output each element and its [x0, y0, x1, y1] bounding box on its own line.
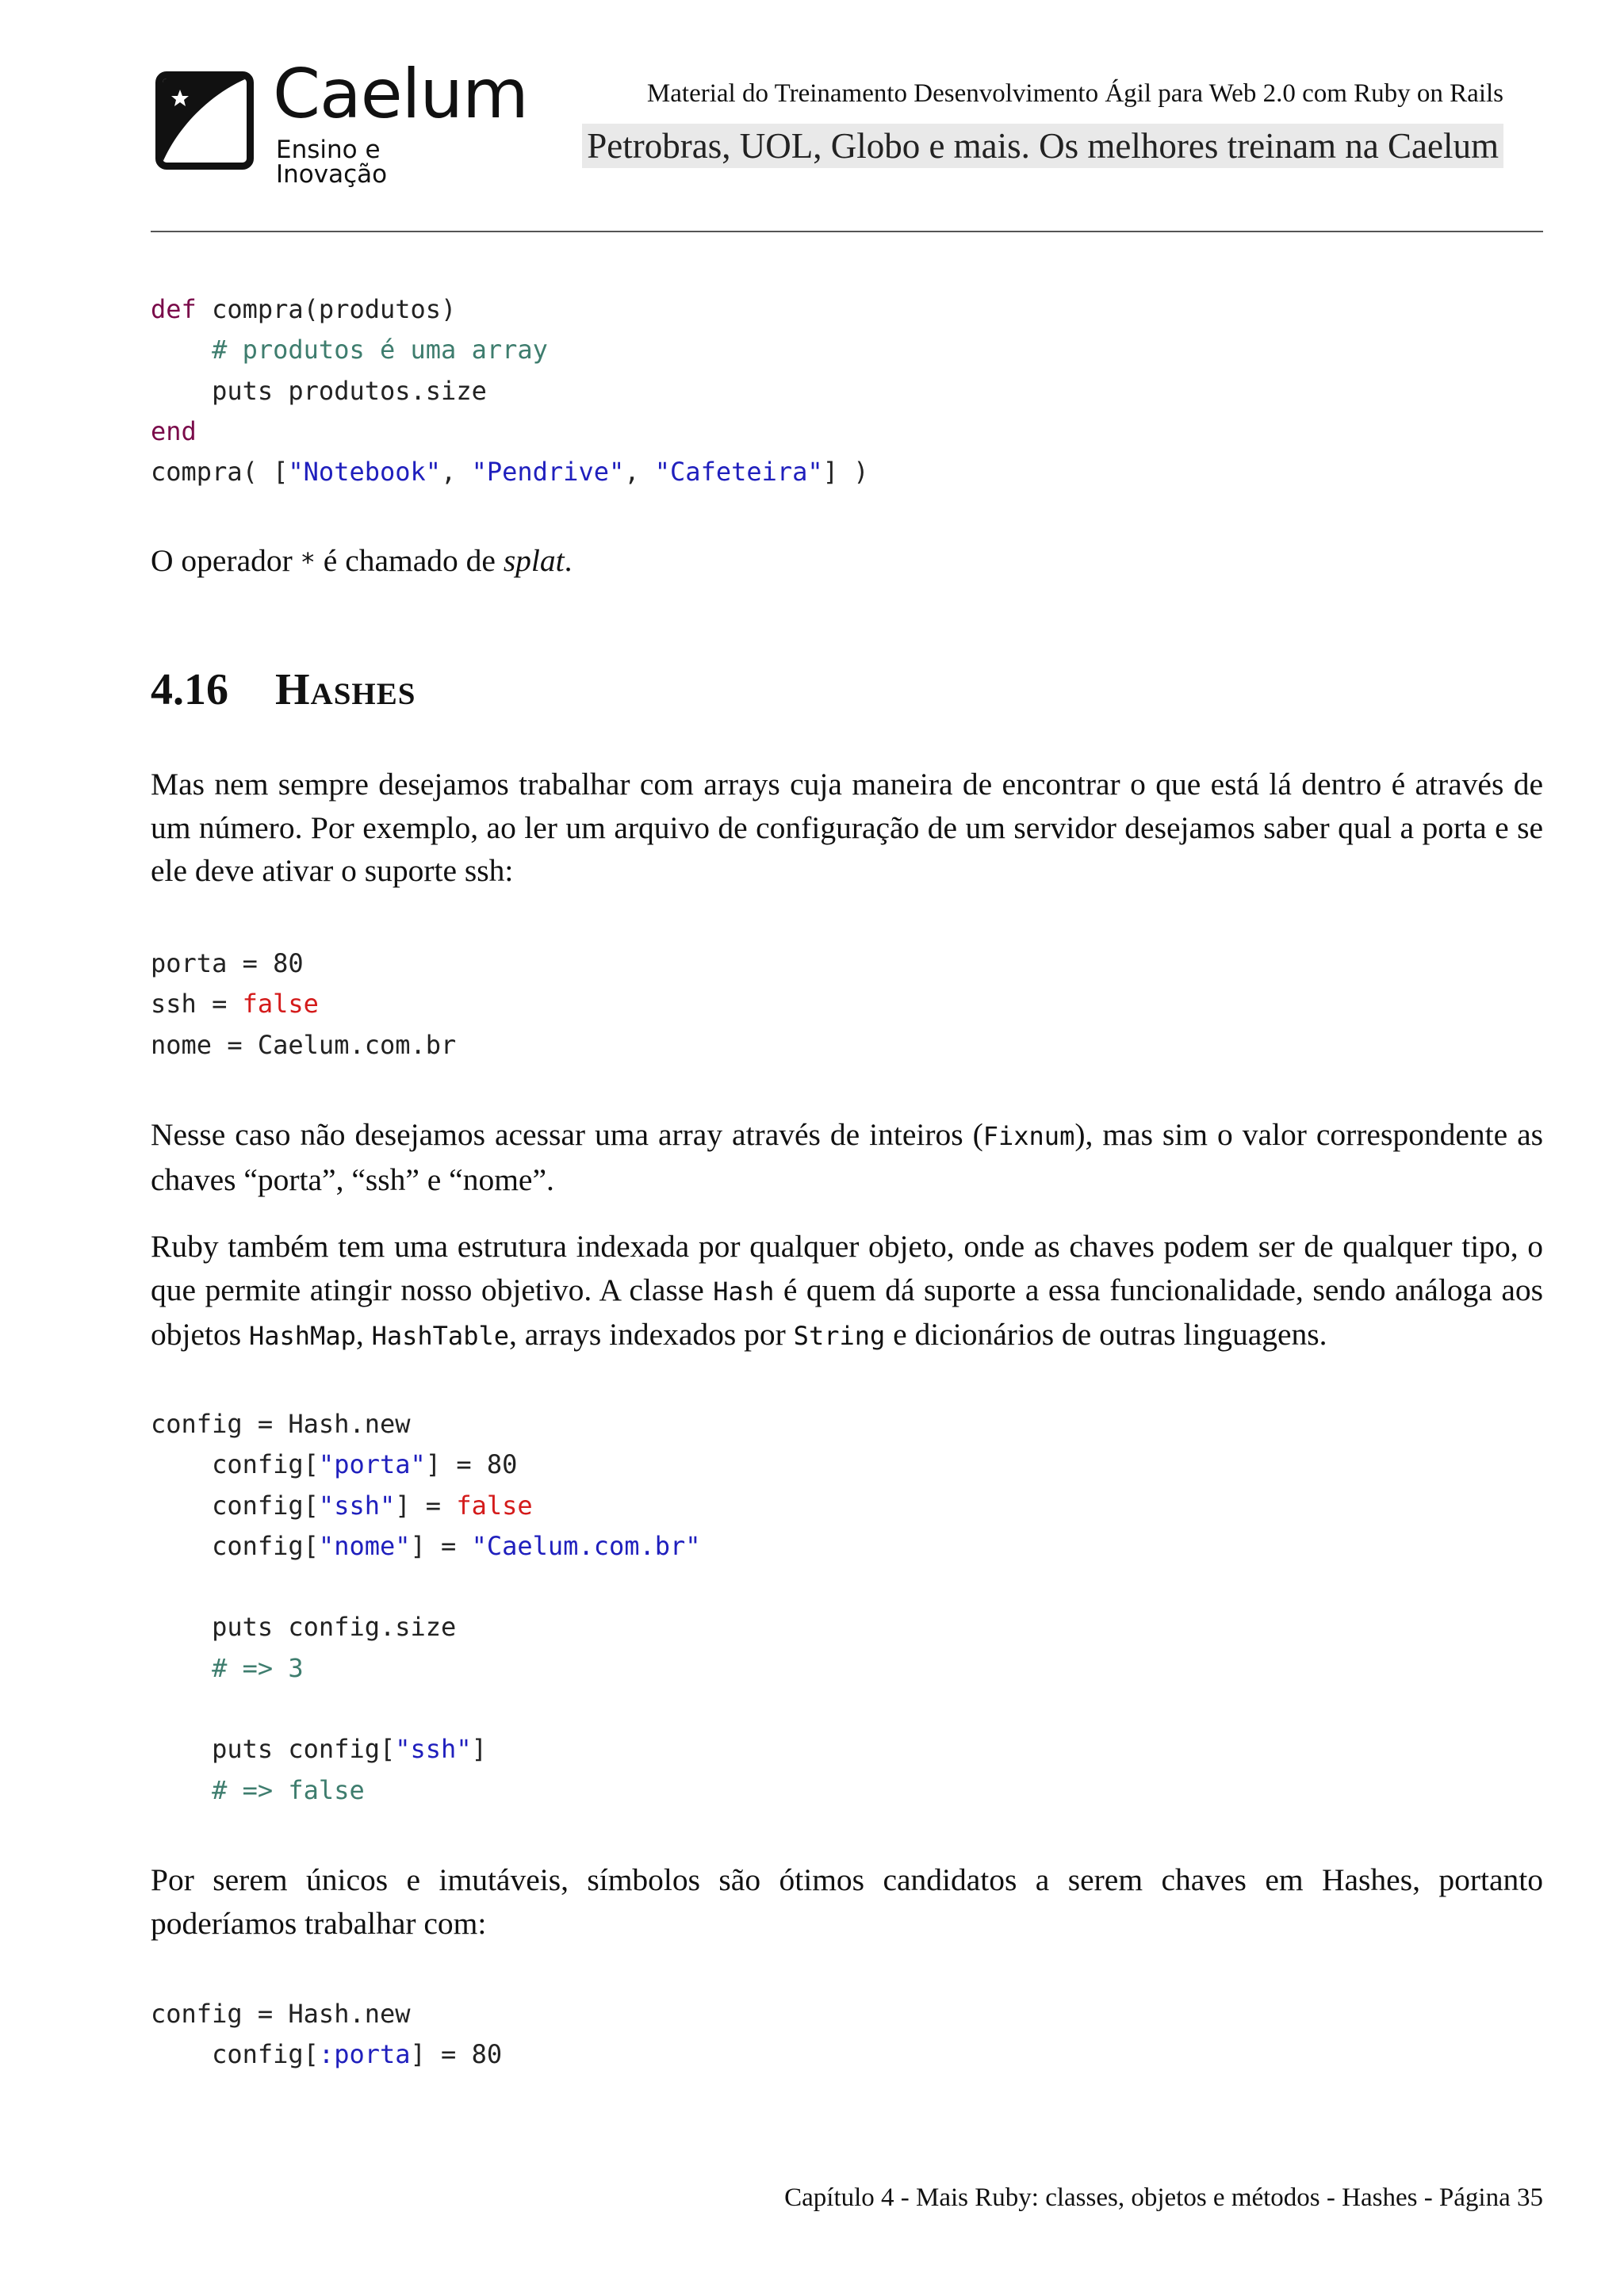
page-footer: Capítulo 4 - Mais Ruby: classes, objetos e métodos - Hashes - Página 35 — [784, 2183, 1543, 2212]
paragraph-intro: Mas nem sempre desejamos trabalhar com arrays cuja maneira de encontrar o que está lá dentro é através de um número. Por exemplo, ao ler um arquivo de configuração de um servidor desejamos saber qual a porta e se ele deve ativar o suporte ssh: — [151, 767, 1543, 888]
code-block-symbol-keys: config = Hash.new config[:porta] = 80 — [151, 1999, 503, 2070]
header-slogan: Petrobras, UOL, Globo e mais. Os melhores treinam na Caelum — [582, 124, 1503, 168]
logo-mark-icon — [155, 71, 254, 170]
section-number: 4.16 — [151, 665, 228, 714]
paragraph-symbols: Por serem únicos e imutáveis, símbolos são ótimos candidatos a serem chaves em Hashes, portanto poderíamos trabalhar com: — [151, 1862, 1543, 1941]
code-block-hash-config: config = Hash.new config["porta"] = 80 config["ssh"] = false config["nome"] = "Caelum.com.br" puts config.size # => 3 puts config["ssh"] # => false — [151, 1409, 701, 1805]
logo-name: Caelum — [273, 55, 528, 134]
header-course-title: Material do Treinamento Desenvolvimento Ágil para Web 2.0 com Ruby on Rails — [646, 79, 1503, 108]
paragraph-fixnum: Nesse caso não desejamos acessar uma array através de inteiros (Fixnum), mas sim o valor correspondente as chaves “porta”, “ssh” e “nome”. — [151, 1117, 1543, 1197]
paragraph-hash-class: Ruby também tem uma estrutura indexada por qualquer objeto, onde as chaves podem ser de qualquer tipo, o que permite atingir nosso objetivo. A classe Hash é quem dá suporte a essa funcionalidade, sendo análoga aos objetos HashMap, HashTable, arrays indexados por String e dicionários de outras linguagens. — [151, 1229, 1544, 1352]
code-block-compra: def compra(produtos) # produtos é uma array puts produtos.size end compra( ["Notebook", "Pendrive", "Cafeteira"] ) — [151, 294, 869, 488]
logo-tagline: Ensino e Inovação — [276, 136, 388, 189]
splat-paragraph: O operador * é chamado de splat. — [151, 543, 573, 578]
section-title: Hashes — [275, 665, 416, 714]
caelum-logo — [155, 55, 528, 189]
section-heading — [151, 664, 416, 715]
header-divider — [151, 231, 1543, 232]
code-block-config-vars: porta = 80 ssh = false nome = Caelum.com.br — [151, 948, 457, 1060]
